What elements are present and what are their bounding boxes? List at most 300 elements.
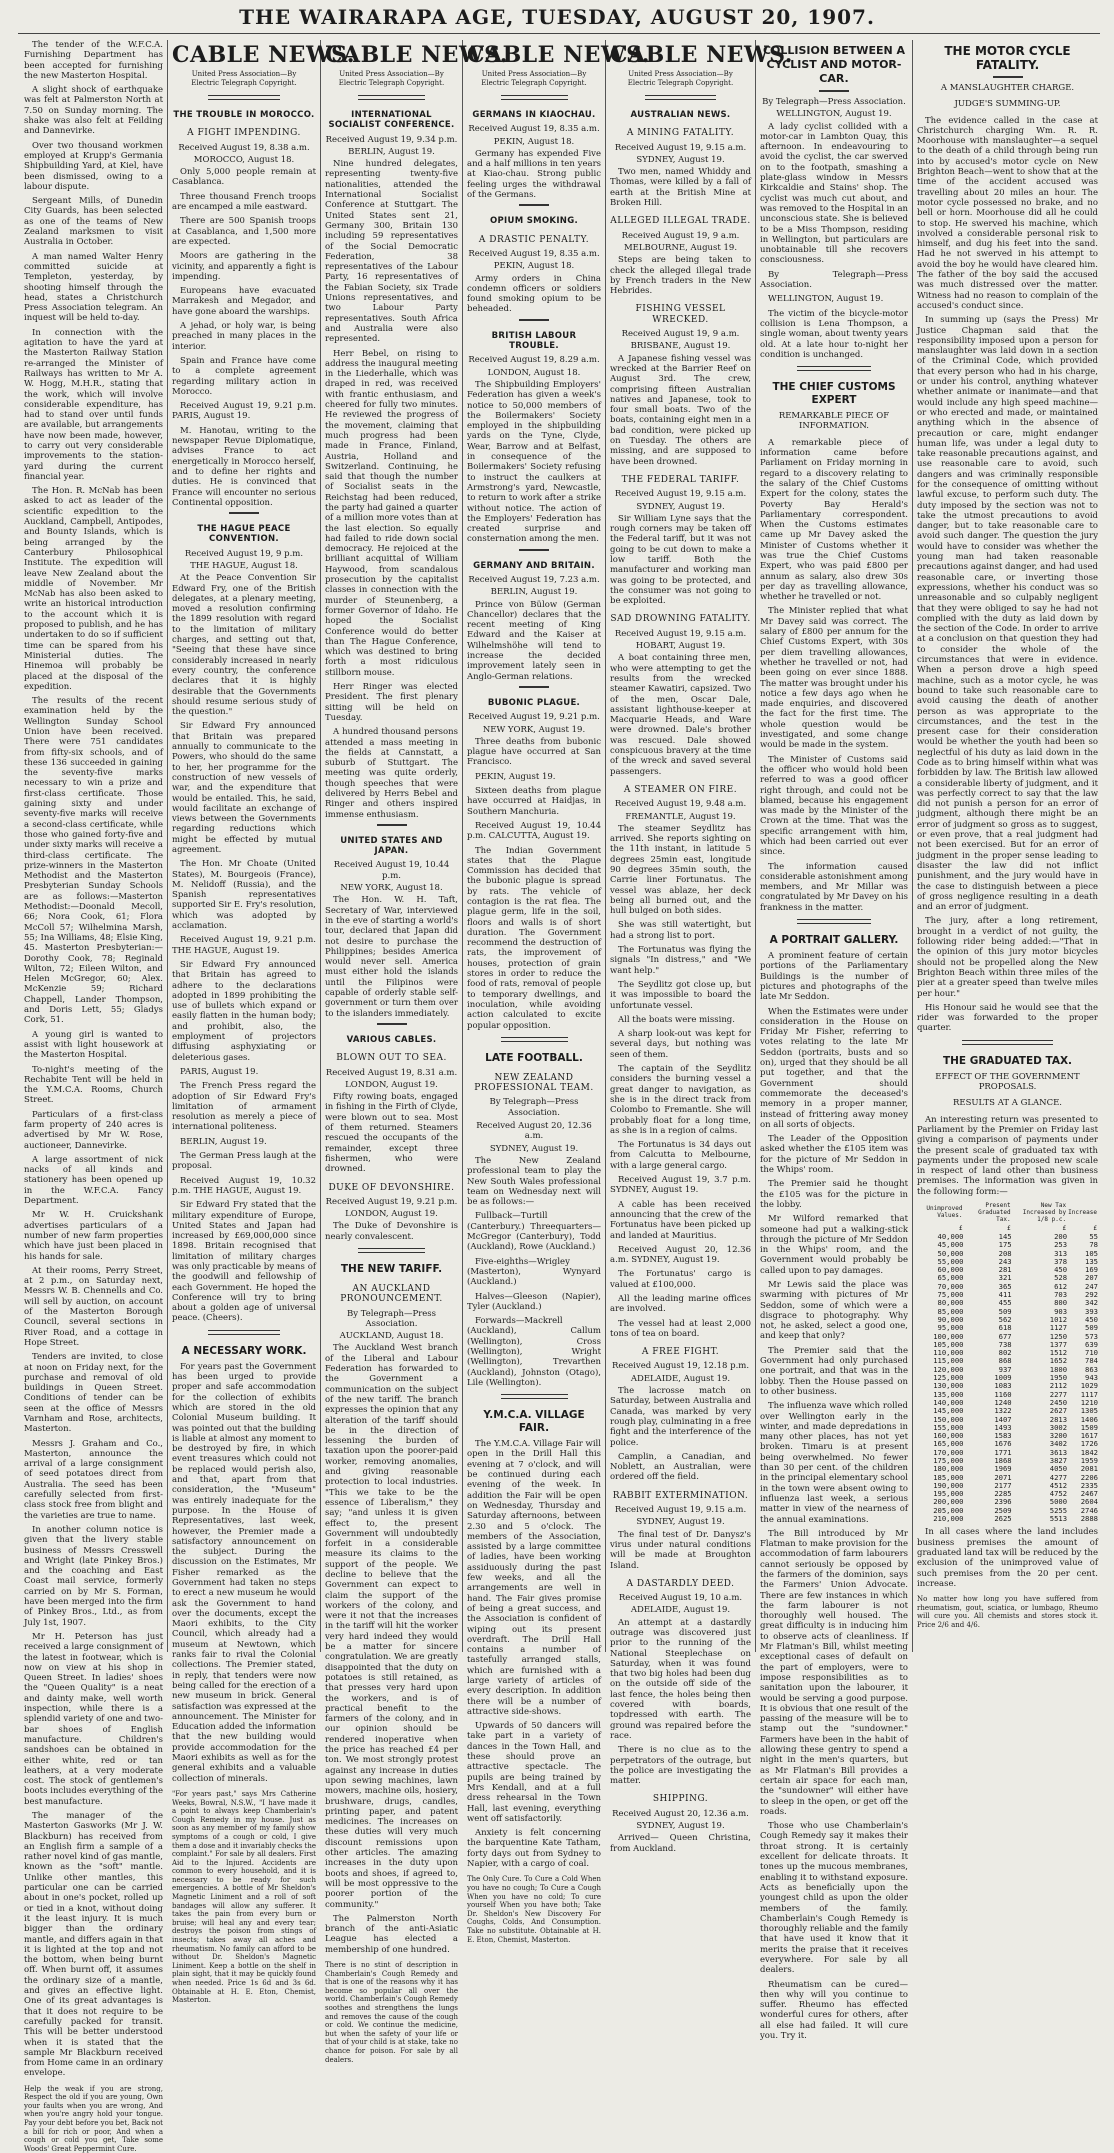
- story-body: [325, 895, 458, 1019]
- table-cell: 612: [1054, 1281, 1068, 1291]
- table-cell: 1509: [1080, 1422, 1098, 1432]
- story-subtitle: A FREE FIGHT.: [641, 1347, 720, 1358]
- story-title: THE CHIEF CUSTOMS EXPERT: [772, 381, 896, 407]
- story-title: THE HAGUE PEACE CONVENTION.: [197, 524, 291, 545]
- table-cell: 110,000: [933, 1348, 964, 1358]
- story-paragraph: Sir William Lyne says that the rough corners may be taken off the Federal tariff, but it was not going to be cut down to make a low tariff. Both the manufacturer and working man was going to be protected, and the consumer was not going to be exploited.: [610, 513, 751, 607]
- story-paragraph: By Telegraph—Press Association.: [760, 269, 908, 291]
- story-body: [172, 1362, 316, 1784]
- story-title: A NECESSARY WORK.: [181, 1344, 307, 1357]
- story-paragraph: Received August 19, 9.21 p.m. THE HAGUE, August 19.: [172, 935, 316, 956]
- story-paragraph: There is no clue as to the perpetrators of the outrage, but the police are investigating the matter.: [610, 1745, 751, 1787]
- story-paragraph: Upwards of 50 dancers will take part in a variety of dances in the Town Hall, and these should prove an attractive spectacle. The pupils are being trained by Mrs Kendall, and at a full dress rehearsal in the Town Hall, last evening, everything went off satisfactorily.: [467, 1721, 601, 1824]
- table-cell: 200,000: [933, 1497, 964, 1507]
- story-body: [917, 1115, 1098, 1197]
- table-cell: 115,000: [933, 1356, 964, 1366]
- story-paragraph: PARIS, August 19.: [180, 1066, 259, 1077]
- dateline: LONDON, August 19.: [345, 1209, 438, 1220]
- received-time: Received August 19, 9.34 p.m.: [325, 134, 458, 145]
- news-paragraph: To-night's meeting of the Rechabite Tent will be held in the Y.M.C.A. Rooms, Church Street.: [24, 1064, 163, 1106]
- masthead: THE WAIRARAPA AGE, TUESDAY, AUGUST 20, 1907.: [239, 5, 875, 29]
- received-time: Received August 19, 8.38 a.m.: [178, 142, 310, 153]
- received-time: Received August 19, 8.35 a.m.: [468, 124, 600, 135]
- table-cell: 3827: [1049, 1456, 1068, 1465]
- table-cell: 703: [1054, 1290, 1068, 1300]
- table-cell: 2625: [994, 1514, 1012, 1524]
- news-paragraph: At their rooms, Perry Street, at 2 p.m., on Saturday next, Messrs W. B. Chennells and Co. will sell by auction, on account of the Masterton Borough Council, several sections in River Road, and a cottage in Hope Street.: [24, 1265, 163, 1348]
- dateline: FREMANTLE, August 19.: [625, 811, 736, 822]
- table-cell: 1726: [1080, 1439, 1098, 1449]
- story-paragraph: Spain and France have come to a complete agreement regarding military action in Morocco.: [172, 355, 316, 397]
- story-paragraph: Received August 19, 3.7 p.m. SYDNEY, August 19.: [610, 1175, 751, 1196]
- story-paragraph: Prince von Bülow (German Chancellor) declares that the recent meeting of King Edward and the Kaiser at Wilhelmshöhe will tend to increase the decided improvement lately seen in Anglo-German relations.: [467, 599, 601, 682]
- story-paragraph: In all cases where the land includes business premises the amount of graduated land tax will be reduced by the exclusion of the unimproved value of such premises from the 20 per cent. increase.: [917, 1527, 1098, 1589]
- story-subtitle: RESULTS AT A GLANCE.: [952, 1098, 1063, 1109]
- story-paragraph: Herr Ringer was elected President. The first plenary sitting will be held on Tuesday.: [325, 682, 458, 723]
- story-paragraph: Only 5,000 people remain at Casablanca.: [172, 167, 316, 188]
- table-cell: 937: [998, 1364, 1012, 1374]
- received-time: Received August 19, 9.48 a.m.: [614, 799, 747, 810]
- table-cell: 1322: [994, 1406, 1012, 1416]
- story-body: [325, 1092, 458, 1174]
- story-body: [760, 122, 908, 361]
- story-paragraph: Europeans have evacuated Marrakesh and Megador, and have gone aboard the warships.: [172, 286, 316, 317]
- separator: [962, 1040, 1053, 1045]
- story-paragraph: A lady cyclist collided with a motor-car in Lambton Quay, this afternoon. In endeavouring to avoid the cyclist, the car swerved on to the footpath, smashing a plate-glass window in Messrs Kirkcaldie and Stains' shop. The cyclist was much cut about, and was removed to the Hospital in an unconscious state. She is believed to be a Miss Thompson, residing in Wellington, but particulars are unobtainable till she recovers consciousness.: [760, 121, 908, 266]
- news-paragraph: Over two thousand workmen employed at Krupp's Germania Shipbuilding Yard, at Kiel, have been dismissed, owing to a labour dispute.: [24, 140, 163, 192]
- table-cell: 677: [998, 1331, 1012, 1341]
- dateline: PEKIN, August 18.: [493, 261, 575, 272]
- table-cell: 292: [1085, 1290, 1098, 1300]
- table-cell: 784: [1085, 1356, 1098, 1366]
- table-cell: 2277: [1049, 1389, 1068, 1399]
- story-paragraph: The Palmerston North branch of the anti-Asiatic League has elected a membership of one hundred.: [325, 1913, 458, 1955]
- story-title: INTERNATIONAL SOCIALIST CONFERENCE.: [328, 110, 455, 131]
- story-title: LATE FOOTBALL.: [485, 1051, 583, 1064]
- table-cell: 455: [998, 1298, 1012, 1308]
- table-cell: 135,000: [933, 1389, 964, 1399]
- column-rule: [605, 40, 606, 1652]
- story-paragraph: The Minister replied that what Mr Davey said was correct. The salary of £800 per annum for the Chief Customs Expert, with 30s per diem travelling allowances, whether he travelled or not, had been going on ever since 1888. The matter was brought under his notice a few days ago when he made enquiries, and discovered the fact for the first time. The whole question would be investigated, and some change would be made in the system.: [760, 606, 908, 751]
- separator: [519, 204, 549, 206]
- story-paragraph: The victim of the bicycle-motor collision is Lena Thompson, a single woman, about twenty years old. At a late hour to-night her condition is unchanged.: [760, 308, 908, 360]
- story-paragraph: Rheumatism can be cured—then why will you continue to suffer. Rheumo has effected wonderful cures for others, after all else had failed. It will cure you. Try it.: [760, 1979, 908, 2042]
- story-paragraph: The Minister of Customs said the officer who would hold been referred to was a good officer right through, and could not be blamed, because his engagement was made by the Minister of the Crown at the time. That was the specific arrangement with him, which had been carried out ever since.: [760, 754, 908, 858]
- story-body: [610, 354, 751, 467]
- table-cell: 450: [1085, 1314, 1098, 1324]
- table-cell: 509: [1085, 1323, 1098, 1333]
- story-body: [467, 737, 601, 1031]
- column-parliament-news: [760, 40, 908, 2042]
- story-paragraph: The Premier said that the Government had only purchased one portrait, and that was in the lobby. Then the House passed on to other business.: [760, 1345, 908, 1397]
- story-paragraph: The jury, after a long retirement, brought in a verdict of not guilty, the following rider being added:—"That in the opinion of this jury motor bicycles should not be propelled along the New Brighton Beach within three miles of the pier at a greater speed than twelve miles per hour.": [917, 916, 1098, 999]
- story-paragraph: Sir Edward Fry announced that Britain was prepared annually to communicate to the Powers, who should do the same to her, her programme for the construction of new vessels of war, and the expenditure that would be entailed. This, he said, would facilitate an exchange of views between the Governments regarding reductions which might be effected by mutual agreement.: [172, 721, 316, 855]
- story-subtitle: BLOWN OUT TO SEA.: [336, 1053, 447, 1064]
- column-rule: [167, 40, 168, 1652]
- table-cell: 281: [998, 1265, 1012, 1275]
- story-body: [760, 951, 908, 2041]
- table-cell: 95,000: [937, 1323, 964, 1333]
- table-cell: 562: [998, 1314, 1012, 1324]
- table-cell: 190,000: [933, 1480, 964, 1490]
- received-time: Received August 19, 8.35 a.m.: [468, 248, 600, 259]
- story-body: [610, 1530, 751, 1571]
- story-paragraph: Sir Edward Fry stated that the military expenditure of Europe, United States and Japan had increased by £69,000,000 since 1898. Britain recognised that limitation of military charges was only practicable by means of the goodwill and fellowship of each Government. He hoped the Conference will try to bring about a golden age of universal peace. (Cheers).: [172, 1200, 316, 1324]
- story-paragraph: The steamer Seydlitz has arrived. She reports sighting on the 11th instant, in latitude 5 degrees 25min east, longitude 90 degrees 35min south, the Carrie liner Fortunatus. The vessel was ablaze, her deck being all burned out, and the hull bulged on both sides.: [610, 823, 751, 917]
- story-paragraph: Mr Lewis said the place was swarming with pictures of Mr Seddon, some of which were a disgrace to photography. Why not, he asked, select a good one, and keep that only?: [760, 1279, 908, 1342]
- table-cell: 1950: [1049, 1373, 1068, 1383]
- story-paragraph: M. Hanotau, writing to the newspaper Revue Diplomatique, advises France to act energetically in Morocco herself, and to define her rights and duties. He is convinced that France will encounter no serious Continental opposition.: [172, 425, 316, 508]
- local-news-list: [24, 40, 163, 2079]
- received-time: Received August 19, 10 a.m.: [618, 1593, 743, 1604]
- story-body: [610, 255, 751, 296]
- column-cable-news-1: [172, 40, 355, 2005]
- table-cell: 5000: [1049, 1497, 1068, 1507]
- table-cell: 528: [1054, 1273, 1068, 1283]
- table-cell: 205,000: [933, 1505, 964, 1515]
- story-subtitle: ALLEGED ILLEGAL TRADE.: [610, 216, 751, 227]
- table-cell: 2604: [1080, 1497, 1098, 1507]
- column-rule: [912, 40, 913, 1652]
- story-paragraph: Fifty rowing boats, engaged in fishing in the Firth of Clyde, were blown out to sea. Most of them returned. Steamers rescued the occupants of the remainder, except three fishermen, who were drowned.: [325, 1092, 458, 1175]
- table-cell: 943: [1085, 1373, 1098, 1383]
- table-cell: 75,000: [937, 1290, 964, 1300]
- story-paragraph: The captain of the Seydlitz considers the burning vessel a great danger to navigation, as she is in the direct track from Colombo to Fremantle. She will probably float for a long time, as she is in a region of calms.: [610, 1064, 751, 1136]
- story-subtitle: AN AUCKLAND PRONOUNCEMENT.: [340, 1283, 443, 1305]
- table-cell: 65,000: [937, 1273, 964, 1283]
- story-paragraph: For years past the Government has been urged to provide proper and safe accommodation for the collection of exhibits which are stored in the old Colonial Museum building. It was pointed out that the building is liable at almost any moment to be destroyed by fire, in which event treasures which could not be replaced would perish also, and that, apart from that consideration, the "Museum" was entirely inadequate for the purpose. In the House of Representatives, last week, however, the Premier made a satisfactory announcement on the subject. During the discussion on the Estimates, Mr Fisher remarked as the Government had taken no steps to erect a new museum he would ask the Government to hand over the documents, except the Maori exhibits, to the City Council, which already had a museum at Newtown, which ranks fair to rival the Colonial collections. The Premier stated, in reply, that tenders were now being called for the erection of a new museum in brick. General satisfaction was expressed at the announcement. The Minister for Education added the information that the new building would provide accommodation for the Maori exhibits as well as for the general exhibits and a valuable collection of minerals.: [172, 1361, 316, 1784]
- news-paragraph: Tenders are invited, to close at noon on Friday next, for the purchase and removal of old buildings in Queen Street. Conditions of tender can be seen at the office of Messrs Varnham and Rose, architects, Masterton.: [24, 1352, 163, 1435]
- table-cell: 378: [1054, 1256, 1068, 1266]
- story-body: [610, 167, 751, 208]
- story-paragraph: Mr Wilford remarked that someone had put a walking-stick through the picture of Mr Seddon in the Whips' room, and the Government would probably be called upon to pay damages.: [760, 1214, 908, 1276]
- story-subtitle: REMARKABLE PIECE OF INFORMATION.: [778, 411, 890, 432]
- story-subtitle: A MINING FATALITY.: [626, 128, 735, 139]
- table-header-row: [917, 1201, 1098, 1224]
- cable-credit: United Press Association—By Electric Telegraph Copyright.: [191, 70, 297, 87]
- story-subtitle: A FIGHT IMPENDING.: [187, 128, 301, 139]
- table-cell: 5513: [1049, 1514, 1068, 1524]
- story-paragraph: Those who use Chamberlain's Cough Remedy say it makes their throat strong. It is certainly excellent for delicate throats. It tones up the mucous membranes, enabling it to withstand exposure. Acts as beneficially upon the youngest child as upon the older members of the family. Chamberlain's Cough Remedy is thoroughly reliable and the family that have used it know that it merits the praise that it receives everywhere. For sale by all dealers.: [760, 1821, 908, 1976]
- table-unit-cell: £: [1062, 1224, 1067, 1232]
- cable-credit: United Press Association—By Electric Telegraph Copyright.: [627, 70, 734, 87]
- table-cell: 175: [998, 1240, 1012, 1250]
- story-title: GERMANY AND BRITAIN.: [473, 560, 595, 571]
- table-row: [917, 1515, 1098, 1523]
- story-title: AUSTRALIAN NEWS.: [630, 110, 731, 120]
- story-paragraph: Three deaths from bubonic plague have occurred at San Francisco.: [467, 736, 601, 768]
- story-paragraph: Three thousand French troops are encamped a mile eastward.: [172, 191, 316, 213]
- dateline: SYDNEY, August 19.: [636, 1821, 725, 1832]
- story-title: THE NEW TARIFF.: [340, 1262, 443, 1275]
- table-cell: 1083: [994, 1381, 1012, 1391]
- table-cell: 1493: [994, 1422, 1012, 1432]
- table-cell: 2467: [1080, 1489, 1098, 1499]
- received-time: Received August 19, 9.15 a.m.: [614, 489, 747, 500]
- separator: [229, 512, 259, 514]
- story-paragraph: The Premier said he thought the £105 was for the picture in the lobby.: [760, 1179, 908, 1210]
- story-subtitle: A MANSLAUGHTER CHARGE.: [940, 83, 1075, 93]
- news-paragraph: Mr W. H. Cruickshank advertises particulars of a number of new farm properties which have just been placed in his hands for sale.: [24, 1210, 163, 1262]
- story-body: [610, 653, 751, 777]
- story-title: BRITISH LABOUR TROUBLE.: [491, 330, 577, 352]
- story-paragraph: Forwards—Mackrell (Auckland), Callum (Wellington), Cross (Wellington), Wright (Wellington), Trevarthen (Auckland), Johnston (Otago), Lile (Wellington).: [467, 1316, 601, 1388]
- masthead-rule: [18, 33, 1100, 34]
- table-cell: 1617: [1080, 1431, 1098, 1441]
- story-body: [610, 1833, 751, 1854]
- table-cell: 802: [998, 1348, 1012, 1358]
- story-paragraph: The evidence called in the case at Christchurch charging Wm. R. R. Moorhouse with manslaughter—a sequel to the death of a child through being run into by accused's motor cycle on New Brighton Beach—went to show that at the time of the accident accused was travelling about 20 miles an hour. The motor cycle possessed no brake, and no bell or horn. Moorhouse did all he could to stop. He swerved his machine, which involved a considerable personal risk to himself, and dug his feet into the sand. Had he not swerved in his attempt to avoid the boy he would have cleared him. The father of the boy said the accused was much distressed over the matter. Witness had no reason to complain of the accused's conduct since.: [917, 115, 1098, 311]
- story-paragraph: A jehad, or holy war, is being preached in many places in the interior.: [172, 321, 316, 352]
- story-paragraph: An attempt at a dastardly outrage was discovered just prior to the running of the National Steeplechase on Saturday, when it was found that two big holes had been dug on the outside off side of the last fence, the holes being then covered with boards, topdressed with earth. The ground was repaired before the race.: [610, 1617, 751, 1741]
- dateline: LONDON, August 18.: [487, 367, 581, 378]
- story-paragraph: His Honour said he would see that the rider was forwarded to the proper quarter.: [917, 1002, 1098, 1034]
- table-cell: 738: [998, 1339, 1012, 1349]
- table-cell: 40,000: [937, 1231, 964, 1241]
- story-paragraph: In summing up (says the Press) Mr Justice Chapman said that the responsibility imposed upon a person for manslaughter was laid down in a section of the Criminal Code, which provided that every person who had in his charge, or under his control, anything whatever whether animate or inanimate—and that would include any high speed machine—or who erected and made, or maintained anything which in the absence of precaution or care, might endanger human life, was under a legal duty to take reasonable precautions against, and use reasonable care to avoid, such dangers and was criminally responsible for the consequence of omitting without lawful excuse, to perform such duty. The duty imposed by the section was not to take the utmost precautions to avoid danger, but to take reasonable care to avoid such danger. The question the jury would have to consider was whether the young man had taken reasonable precautions against danger, and had used reasonable care, or inverting those expressions, whether his conduct was so unreasonable and so culpably negligent that they were obliged to say he had not complied with the duty as laid down by the section of the Code. In order to arrive at a conclusion on that question they had to consider the whole of the circumstances that were in evidence. When a person drove a high speed machine, such as a motor cycle, he was bound to take such reasonable care to avoid causing the death of another person as was appropriate to the circumstances, and the test in the present case for their consideration would be whether the youth had been so neglectful of his duty as laid down in the Code as to bring himself within what was forbidden by law. The British law allowed a considerable liberty of judgment, and it was perfectly correct to say that the law did not punish a person for an error of judgment, although there might be an error of judgment so gross as to suggest, or even prove, that a real judgment had not been exercised. But for an error of judgment in the proper sense leading to disaster the law did not inflict punishment, and the jury would have in the case to distinguish between a piece of gross negligence resulting in a death and an error of judgment.: [917, 315, 1098, 913]
- story-subtitle: DUKE OF DEVONSHIRE.: [328, 1182, 455, 1193]
- story-paragraph: Herr Bebel, on rising to address the inaugural meeting in the Liederhalle, which was draped in red, was received with frantic enthusiasm, and cheered for fully two minutes. He reviewed the progress of the movement, claiming that much progress had been made in France, Finland, Austria, Holland and Switzerland. Continuing, he said that though the number of Socialist seats in the Reichstag had been reduced, the party had gained a quarter of a million more votes than at the last election. So equally had failed to ride down social democracy. He rejoiced at the brilliant acquittal of William Haywood, from scandalous prosecution by the capitalist classes in connection with the murder of Steunenberg, a former Governor of Idaho. He hoped the Socialist Conference would do better than The Hague Conference, which was destined to bring forth a most ridiculous stillborn mouse.: [325, 348, 458, 678]
- story-paragraph: A prominent feature of certain portions of the Parliamentary Buildings is the number of pictures and photographs of the late Mr Seddon.: [760, 951, 908, 1003]
- news-paragraph: The Hon. R. McNab has been asked to act as leader of the scientific expedition to the Auckland, Campbell, Antipodes, and Bounty Islands, which is being arranged by the Canterbury Philosophical Institute. The expedition will leave New Zealand about the middle of November. Mr McNab has also been asked to write an historical introduction to the account which it is proposed to publish, and he has undertaken to do so if sufficient time can be spared from his Ministerial duties. The Hinemoa will probably be placed at the disposal of the expedition.: [24, 486, 163, 692]
- story-paragraph: Anxiety is felt concerning the barquentine Kate Tatham, forty days out from Sydney to Napier, with a cargo of coal.: [467, 1828, 601, 1870]
- story-paragraph: Army orders in China condemn officers or soldiers found smoking opium to be beheaded.: [467, 273, 601, 315]
- story-paragraph: The Shipbuilding Employers' Federation has given a week's notice to 50,000 members of the Boilermakers' Society employed in the shipbuilding yards on the Tyne, Clyde, Wear, Barrow and at Belfast, in consequence of the Boilermakers' Society refusing to instruct the caulkers at Armstrong's yard, Newcastle, to return to work after a strike without notice. The action of the Employers' Federation has created surprise and consternation among the men.: [467, 379, 601, 545]
- story-body: [760, 438, 908, 913]
- story-paragraph: Halves—Gleeson (Napier), Tyler (Auckland.): [467, 1291, 601, 1312]
- table-cell: 1406: [1080, 1414, 1098, 1424]
- story-title: BUBONIC PLAGUE.: [487, 697, 581, 708]
- story-paragraph: A boat containing three men, who were attempting to get the results from the wrecked steamer Kawatiri, capsized. Two of the men, Oscar Dale, assistant lighthouse-keeper at Macquarie Heads, and Ware were drowned. Dale's brother was rescued. Dale showed conspicuous bravery at the time of the wreck and saved several passengers.: [610, 653, 751, 777]
- table-cell: 1676: [994, 1439, 1012, 1449]
- table-cell: 120,000: [933, 1364, 964, 1374]
- news-paragraph: A large assortment of nick nacks of all kinds and stationery has been opened up in the W.F.C.A. Fancy Department.: [24, 1154, 163, 1207]
- cable-credit: United Press Association—By Electric Telegraph Copyright.: [338, 70, 445, 87]
- received-time: Received August 19, 12.18 p.m.: [611, 1361, 750, 1372]
- table-cell: 450: [1054, 1265, 1068, 1275]
- table-cell: 207: [1085, 1273, 1098, 1283]
- story-subtitle: NEW ZEALAND PROFESSIONAL TEAM.: [474, 1072, 594, 1094]
- story-paragraph: Steps are being taken to check the alleged illegal trade by French traders in the New Hebrides.: [610, 255, 751, 297]
- column-cable-news-2: [325, 40, 508, 2064]
- table-cell: 710: [1085, 1348, 1098, 1358]
- byline: By Telegraph—Press Association.: [762, 97, 906, 107]
- table-cell: 2888: [1080, 1514, 1098, 1524]
- separator: [519, 319, 549, 321]
- table-cell: 45,000: [937, 1240, 964, 1250]
- table-cell: 2627: [1049, 1406, 1068, 1416]
- table-cell: 243: [998, 1256, 1012, 1266]
- story-subtitle: JUDGE'S SUMMING-UP.: [954, 99, 1061, 110]
- sheldon-discovery-advert: The Only Cure. To Cure a Cold When you have no cough; To Cure a Cough When you have no cold; To cure yourself When you have both; Take Dr. Sheldon's New Discovery For Coughs, Colds, And Consumption. Take no substitute. Obtainable at H. E. Eton, Chemist, Masterton.: [467, 1875, 601, 1944]
- story-paragraph: When the Estimates were under consideration in the House on Friday Mr Fisher, referring to votes relating to the late Mr Seddon (portraits, busts and so on), urged that they should be all put together, and that the Government should commemorate the deceased's memory in a proper manner, instead of frittering away money on all sorts of objects.: [760, 1006, 908, 1130]
- table-header-cell: Present Graduated Tax.: [978, 1201, 1011, 1223]
- table-cell: 4277: [1049, 1472, 1068, 1482]
- table-cell: 60,000: [937, 1265, 964, 1275]
- peppermint-cure-advert: Help the weak if you are strong, Respect the old if you are young, Own your faults when you are wrong, And when you're angry hold your tongue. Pay your debt before you bet, Back not a bill for rich or poor, And when a cough or cold you get, Take some Woods' Great Peppermint Cure.: [24, 2084, 163, 2153]
- table-cell: 247: [1085, 1281, 1098, 1291]
- story-body: [172, 573, 316, 1323]
- story-body: [467, 274, 601, 315]
- story-paragraph: All the leading marine offices are involved.: [610, 1293, 751, 1315]
- story-paragraph: The Duke of Devonshire is nearly convalescent.: [325, 1221, 458, 1242]
- separator: [208, 1330, 280, 1335]
- received-time: Received August 20, 12.36 a.m.: [476, 1121, 592, 1142]
- story-body: [467, 1439, 601, 1869]
- story-paragraph: The final test of Dr. Danysz's virus under natural conditions will be made at Broughton Island.: [610, 1529, 751, 1571]
- table-cell: 1305: [1080, 1406, 1098, 1416]
- table-cell: 3402: [1049, 1439, 1068, 1449]
- table-cell: 185,000: [933, 1472, 964, 1482]
- column-court-and-tax: [917, 40, 1098, 1652]
- table-cell: 85,000: [937, 1306, 964, 1316]
- table-cell: 2396: [994, 1497, 1012, 1507]
- table-cell: 55,000: [937, 1256, 964, 1266]
- story-paragraph: Five-eighths—Wrigley (Masterton), Wynyard (Auckland.): [467, 1256, 601, 1288]
- table-cell: 1127: [1049, 1323, 1068, 1333]
- story-paragraph: The Indian Government states that the Plague Commission has decided that the bubonic plague is spread by rats. The vehicle of contagion is the rat flea. The plague germ, life in the soil, floors and walls is of short duration. The Government recommend the destruction of rats, the improvement of houses, protection of grain stores in order to reduce the food of rats, removal of people to temporary dwellings, and inoculation, while avoiding action calculated to excite popular opposition.: [467, 845, 601, 1031]
- story-title: THE GRADUATED TAX.: [942, 1054, 1073, 1067]
- table-cell: 1240: [994, 1397, 1012, 1407]
- table-cell: 160,000: [933, 1431, 964, 1441]
- story-subtitle: FISHING VESSEL WRECKED.: [635, 304, 726, 325]
- story-title: THE MOTOR CYCLE FATALITY.: [944, 44, 1071, 72]
- dateline: ADELAIDE, August 19.: [630, 1373, 731, 1384]
- news-paragraph: Particulars of a first-class farm property of 240 acres is advertised by Mr W. Rose, auctioneer, Dannevirke.: [24, 1109, 163, 1151]
- story-paragraph: Sixteen deaths from plague have occurred at Haidjas, in Southern Manchuria.: [467, 786, 601, 817]
- table-cell: 2206: [1080, 1472, 1098, 1482]
- table-cell: 55: [1089, 1231, 1098, 1241]
- table-cell: 2450: [1049, 1397, 1068, 1407]
- table-cell: 2081: [1080, 1464, 1098, 1474]
- received-time: Received August 19, 9.21 p.m.: [468, 712, 600, 723]
- story-body: [610, 824, 751, 1339]
- table-cell: 1012: [1049, 1314, 1068, 1324]
- story-paragraph: The German Press laugh at the proposal.: [172, 1151, 316, 1172]
- story-paragraph: The influenza wave which rolled over Wellington early in the winter, and made depredations in many other places, has not yet broken. Timaru is at present being overwhelmed. No fewer than 30 per cent. of the children in the principal elementary school in the town were absent owing to influenza last week, a serious matter in view of the nearness of the annual examinations.: [760, 1401, 908, 1525]
- story-body: [610, 514, 751, 607]
- table-cell: 1771: [994, 1447, 1012, 1457]
- table-cell: 2285: [994, 1489, 1012, 1499]
- dateline: PEKIN, August 18.: [493, 136, 575, 147]
- story-body: [917, 1527, 1098, 1589]
- table-cell: 1959: [1080, 1456, 1098, 1465]
- story-paragraph: The New Zealand professional team to play the New South Wales professional team on Wednesday next will be as follows:—: [467, 1155, 601, 1208]
- table-cell: 5255: [1049, 1505, 1068, 1515]
- separator: [645, 95, 716, 100]
- received-time: Received August 19, 8.31 a.m.: [325, 1067, 458, 1078]
- story-paragraph: A hundred thousand persons attended a mass meeting in the fields at Cannstatt, a suburb of Stuttgart. The meeting was quite orderly, though speeches that were delivered by Herrs Bebel and Ringer and others inspired immense enthusiasm.: [325, 727, 458, 820]
- story-title: GERMANS IN KIAOCHAU.: [472, 110, 596, 120]
- table-cell: 2335: [1080, 1480, 1098, 1490]
- dateline: HOBART, August 19.: [635, 641, 726, 652]
- story-subtitle: RABBIT EXTERMINATION.: [612, 1490, 749, 1501]
- dateline: BERLIN, August 19.: [348, 146, 435, 157]
- table-cell: 1210: [1080, 1397, 1098, 1407]
- story-subtitle: A DASTARDLY DEED.: [626, 1578, 735, 1589]
- table-cell: 165,000: [933, 1439, 964, 1449]
- table-cell: 1117: [1080, 1389, 1098, 1399]
- story-title: COLLISION BETWEEN A CYCLIST AND MOTOR-CAR.: [762, 44, 906, 85]
- received-time: Received August 20, 12.36 a.m.: [612, 1808, 749, 1819]
- table-cell: 135: [1085, 1256, 1098, 1266]
- table-cell: 321: [998, 1273, 1012, 1283]
- story-paragraph: Sir Edward Fry announced that Britain has agreed to adhere to the declarations adopted in 1899 prohibiting the use of bullets which expand or easily flatten in the human body; and prohibit, also, the employment of projectors diffusing asphyxiating or deleterious gases.: [172, 959, 316, 1063]
- story-body: [325, 159, 458, 820]
- dateline: BRISBANE, August 19.: [630, 341, 731, 352]
- story-paragraph: The Hon. Mr Choate (United States), M. Bourgeois (France), M. Nelidoff (Russia), and the Spanish representatives supported Sir E. Fry's resolution, which was adopted by acclamation.: [172, 859, 316, 932]
- dateline: SYDNEY, August 19.: [636, 154, 725, 165]
- table-cell: 150,000: [933, 1414, 964, 1424]
- table-cell: 70,000: [937, 1281, 964, 1291]
- separator: [819, 90, 849, 92]
- table-cell: 1407: [994, 1414, 1012, 1424]
- table-cell: 2746: [1080, 1505, 1098, 1515]
- story-paragraph: A cable has been received announcing that the crew of the Fortunatus have been picked up and landed at Mauritius.: [610, 1199, 751, 1241]
- table-cell: 210,000: [933, 1514, 964, 1524]
- table-header-cell: Increase: [1068, 1208, 1097, 1216]
- table-cell: 169: [1085, 1265, 1098, 1275]
- story-body: [325, 1221, 458, 1242]
- chamberlain-advert: There is no stint of description in Chamberlain's Cough Remedy and that is one of the reasons why it has become so popular all over the world. Chamberlain's Cough Remedy soothes and strengthens the lungs and removes the cause of the cough or cold. We continue the medicine, but when the safety of your life or that of your child is at stake, take no chance for poison. For sale by all dealers.: [325, 1960, 458, 2064]
- table-cell: 1377: [1049, 1339, 1068, 1349]
- story-body: [467, 380, 601, 545]
- story-body: [325, 1343, 458, 1955]
- table-cell: 639: [1085, 1339, 1098, 1349]
- table-cell: 2813: [1049, 1414, 1068, 1424]
- story-body: [610, 1386, 751, 1483]
- separator: [993, 76, 1023, 78]
- news-paragraph: Messrs J. Graham and Co., Masterton, announce the arrival of a large consignment of seed potatoes direct from Australia. The seed has been carefully selected from first-class stock free from blight and the varieties are true to name.: [24, 1438, 163, 1521]
- table-cell: 180,000: [933, 1464, 964, 1474]
- story-paragraph: A sharp look-out was kept for several days, but nothing was seen of them.: [610, 1029, 751, 1060]
- story-paragraph: The French Press regard the adoption of Sir Edward Fry's limitation of armament resolution as merely a piece of international politeness.: [172, 1081, 316, 1133]
- story-subtitle: THE FEDERAL TARIFF.: [621, 474, 740, 485]
- table-cell: 1583: [994, 1431, 1012, 1441]
- table-cell: 1009: [994, 1373, 1012, 1383]
- story-paragraph: A Japanese fishing vessel was wrecked at the Barrier Reef on August 3rd. The crew, comprising fifteen Australian natives and Japanese, took to four small boats. Two of the boats, containing eight men in a bad condition, were picked up on Tuesday. The others are missing, and are supposed to have been drowned.: [610, 353, 751, 467]
- story-paragraph: The lacrosse match on Saturday, between Australia and Canada, was marked by very rough play, culminating in a free fight and the interference of the police.: [610, 1386, 751, 1448]
- table-cell: 2071: [994, 1472, 1012, 1482]
- story-body: [610, 1618, 751, 1787]
- table-unit-cell: £: [1007, 1224, 1011, 1232]
- dateline: SYDNEY, August 19.: [489, 1143, 579, 1154]
- story-paragraph: The Y.M.C.A. Village Fair will open in the Drill Hall this evening at 7 o'clock, and will be continued during each evening of the week. In addition the Fair will be open on Wednesday, Thursday and Saturday afternoons, between 2.30 and 5 o'clock. The members of the Association, assisted by a large committee of ladies, have been working assiduously during the past few weeks, and all the arrangements are well in hand. The Fair gives promise of being a great success, and the Association is confident of wiping out its present overdraft. The Drill Hall contains a number of tastefully arranged stalls, which are furnished with a large variety of articles of every description. In addition there will be a number of attractive side-shows.: [467, 1439, 601, 1717]
- table-cell: 195,000: [933, 1489, 964, 1499]
- story-paragraph: Germany has expended Five and a half millions in ten years at Kiao-chau. Strong public feeling urges the withdrawal of the Germans.: [467, 148, 601, 201]
- column-cable-news-3: [467, 40, 650, 1944]
- news-paragraph: Sergeant Mills, of Dunedin City Guards, has been selected as one of the teams of New Zealand marksmen to visit Australia in October.: [24, 196, 163, 248]
- table-cell: 863: [1085, 1364, 1098, 1374]
- cable-news-heading: CABLE NEWS.: [467, 42, 650, 68]
- separator: [797, 366, 871, 371]
- table-unit-cell: £: [1093, 1224, 1097, 1232]
- dateline: ADELAIDE, August 19.: [630, 1605, 731, 1616]
- story-paragraph: The information caused considerable astonishment among members, and Mr Millar was congratulated by Mr Davey on his frankness in the matter.: [760, 861, 908, 913]
- received-time: Received August 19, 9 p.m.: [184, 548, 304, 559]
- separator: [208, 95, 280, 100]
- received-time: Received August 19, 9 a.m.: [621, 230, 740, 241]
- story-paragraph: Received August 19, 10.32 p.m. THE HAGUE, August 19.: [172, 1175, 316, 1196]
- news-paragraph: A man named Walter Henry committed suicide at Templeton, yesterday, by shooting himself through the head, states a Christchurch Press Association telegram. An inquest will be held to-day.: [24, 251, 163, 324]
- dateline: LONDON, August 19.: [345, 1079, 438, 1090]
- story-paragraph: The Fortunatus is 34 days out from Calcutta to Melbourne, with a large general cargo.: [610, 1140, 751, 1171]
- cable-credit: United Press Association—By Electric Telegraph Copyright.: [481, 70, 587, 87]
- column-rule: [755, 40, 756, 1652]
- story-paragraph: Nine hundred delegates, representing twenty-five nationalities, attended the International Socialist Conference at Stuttgart. The United States sent 21, Germany 300, Britain 130 including 59 representatives of the Social Democratic Federation, 38 representatives of the Labour Party, 16 representatives of the Fabian Society, six Trade Unions representatives, and two Labour Party representatives. South Africa and Australia were also represented.: [325, 159, 458, 345]
- table-cell: 1969: [994, 1464, 1012, 1474]
- table-cell: 208: [998, 1248, 1012, 1258]
